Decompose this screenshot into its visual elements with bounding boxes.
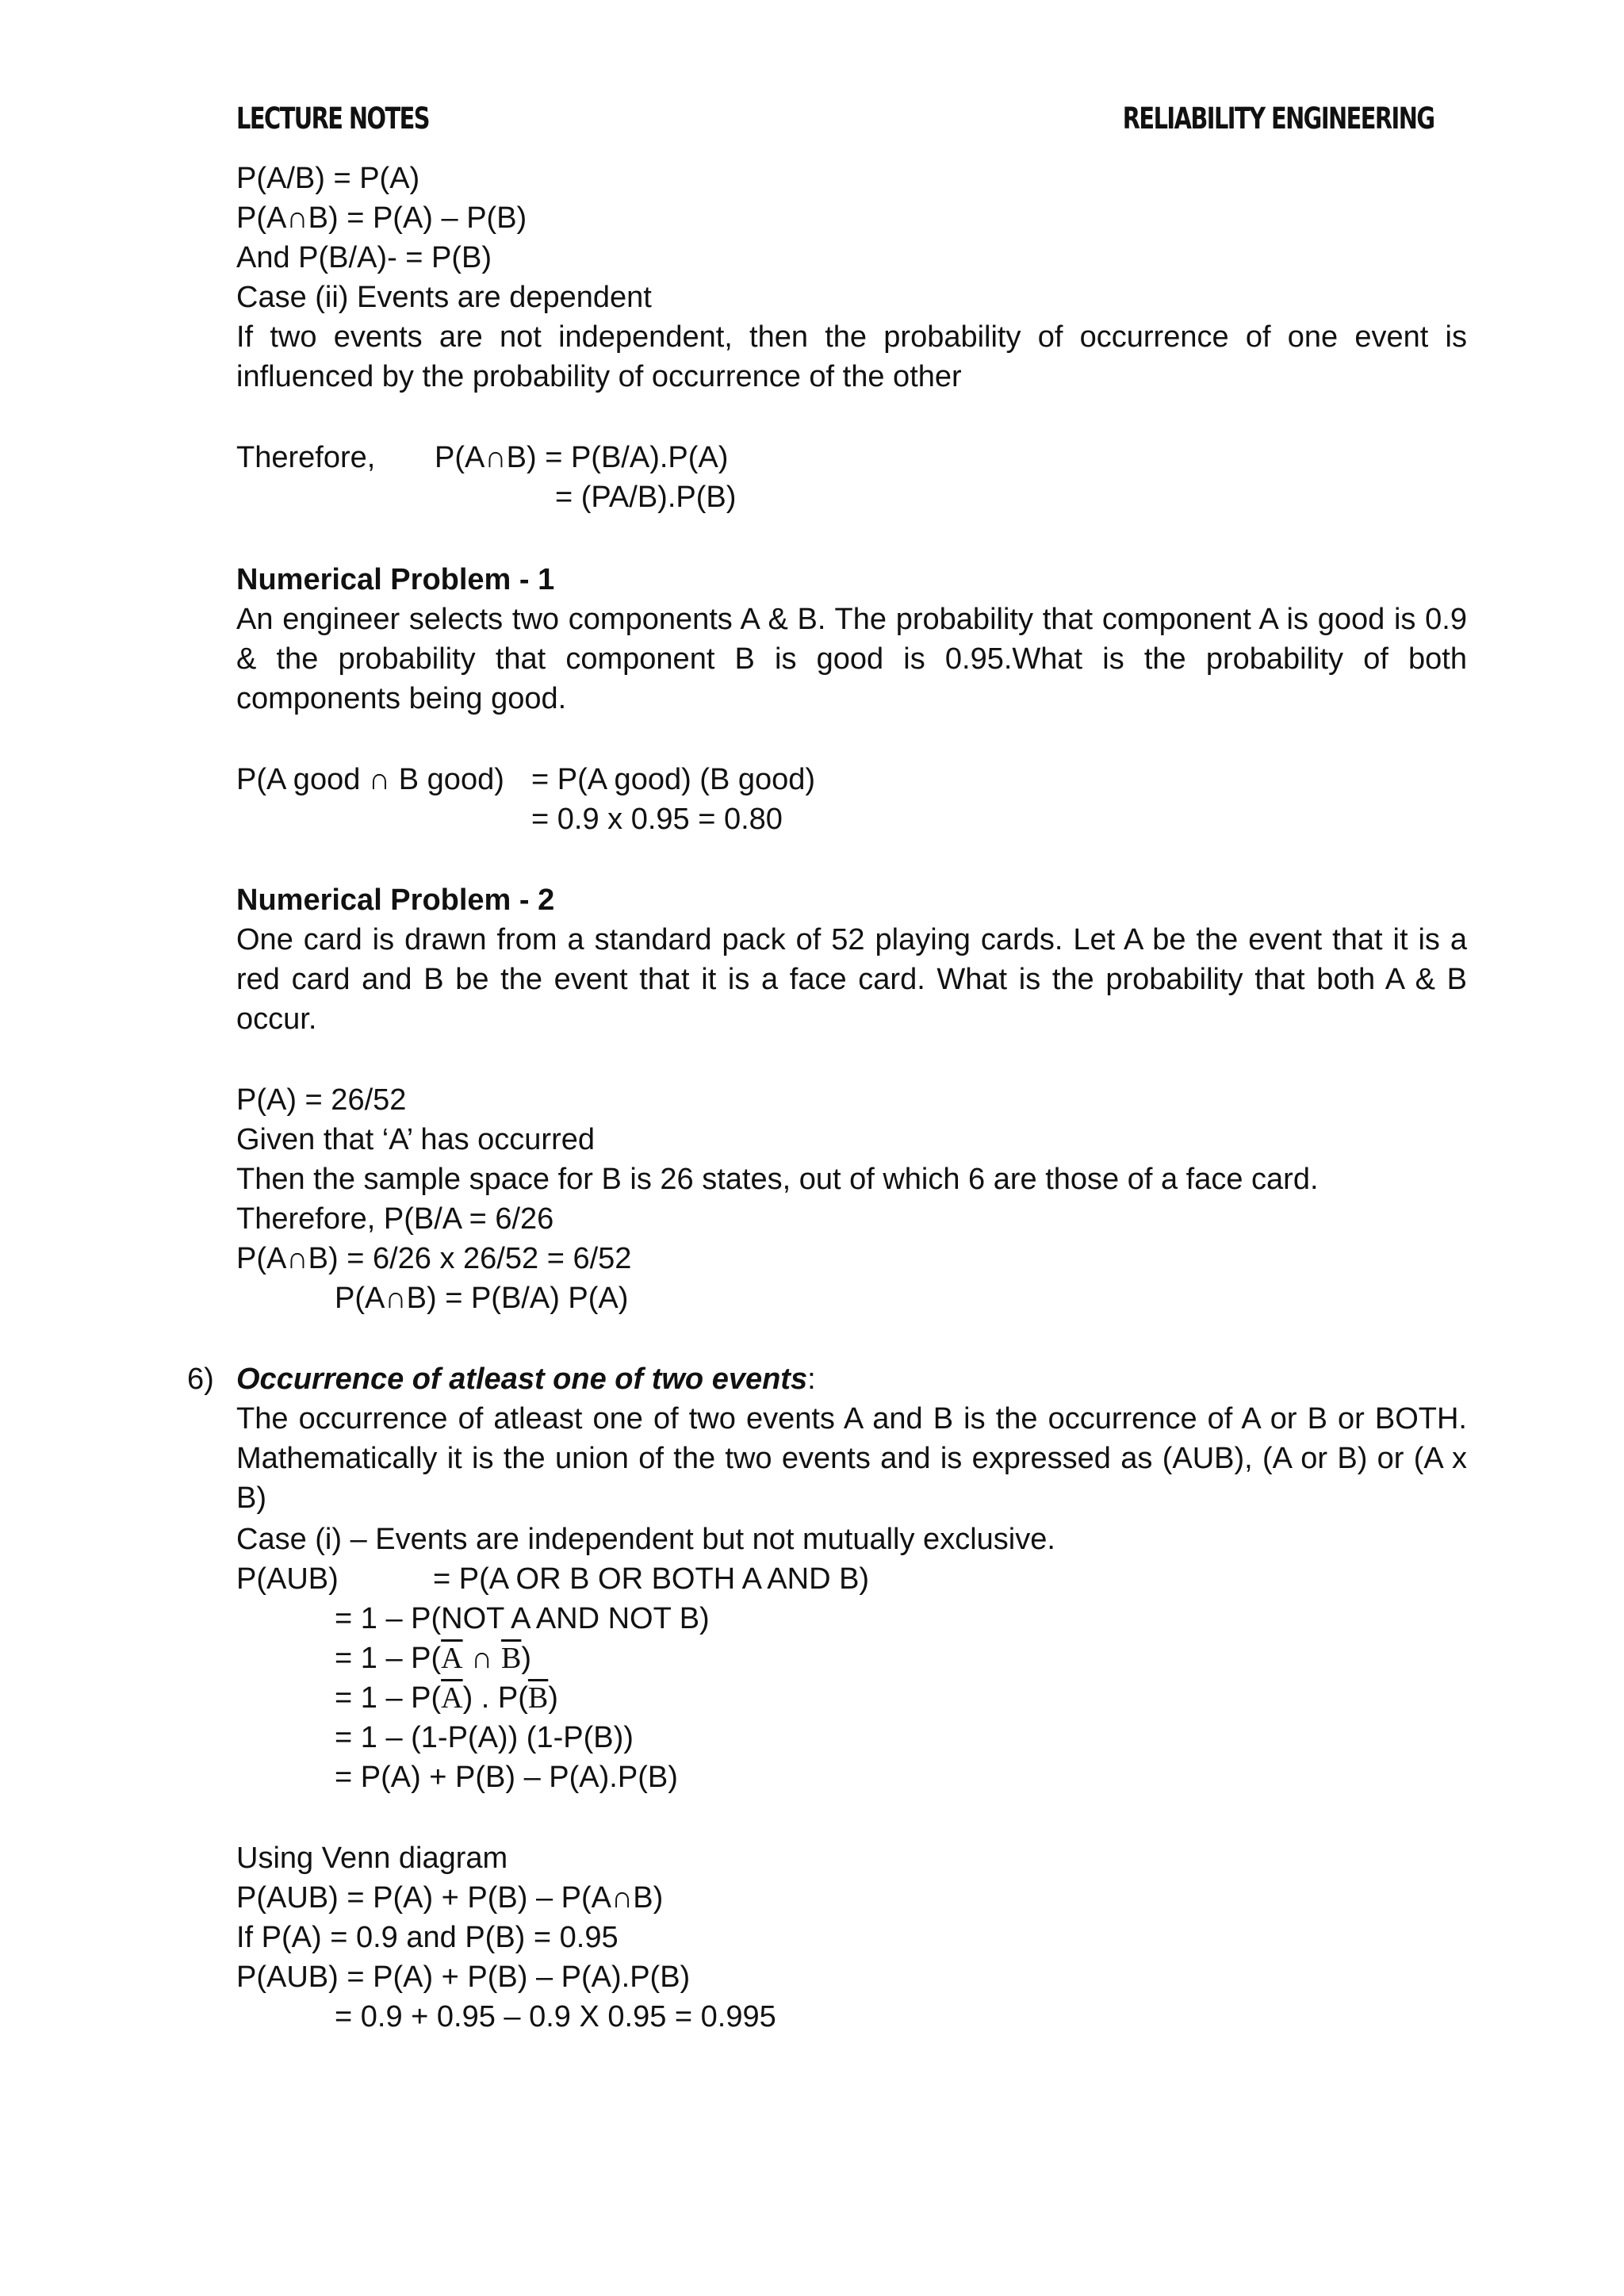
- a-bar: $\overline{A}$: [441, 1681, 463, 1715]
- text-line: P(AUB) = P(A) + P(B) – P(A∩B): [236, 1881, 664, 1915]
- problem-title: Numerical Problem - 2: [236, 884, 555, 917]
- paragraph: If two events are not independent, then the probability of occurrence of one event is influenced by the probability of occurrence of the other: [236, 320, 1467, 393]
- text-line: P(A∩B) = 6/26 x 26/52 = 6/52: [236, 1242, 632, 1275]
- equation: = P(A good) (B good): [531, 763, 816, 796]
- paragraph: The occurrence of atleast one of two events A and B is the occurrence of A or B or BOTH. Mathematically it is the union of the two events and is expressed as (AUB), (A or B) or (A x B): [236, 1402, 1467, 1515]
- text-line: P(AUB) = P(A) + P(B) – P(A).P(B): [236, 1961, 691, 1994]
- equation: = (PA/B).P(B): [555, 481, 737, 514]
- paragraph: One card is drawn from a standard pack of 52 playing cards. Let A be the event that it is a red card and B be the event that it is a face card. What is the probability that both A & B occur.: [236, 923, 1467, 1036]
- equation: = 0.9 x 0.95 = 0.80: [531, 803, 783, 836]
- equation: = P(A OR B OR BOTH A AND B): [433, 1562, 870, 1596]
- equation-lhs: P(AUB): [236, 1562, 339, 1596]
- text-line: Using Venn diagram: [236, 1842, 508, 1875]
- equation-result: = 0.9 + 0.95 – 0.9 X 0.95 = 0.995: [335, 2000, 776, 2033]
- text-line: Case (i) – Events are independent but not mutually exclusive.: [236, 1523, 1055, 1556]
- text-line: P(A∩B) = P(A) – P(B): [236, 201, 527, 235]
- text-line: Case (ii) Events are dependent: [236, 281, 652, 314]
- a-bar: $\overline{A}$: [441, 1642, 463, 1675]
- b-bar: $\overline{B}$: [501, 1642, 522, 1675]
- problem-title: Numerical Problem - 1: [236, 563, 555, 596]
- equation-step: = 1 – P(NOT A AND NOT B): [335, 1602, 710, 1635]
- equation-lhs: P(A good ∩ B good): [236, 763, 504, 796]
- section-number: 6): [187, 1363, 214, 1396]
- text-line: P(A) = 26/52: [236, 1083, 407, 1117]
- section-heading: [236, 1359, 816, 1399]
- text-line: Then the sample space for B is 26 states, out of which 6 are those of a face card.: [236, 1163, 1319, 1196]
- equation-step: = $1 - P(\overline{A}$ ∩ $\overline{B}$): [335, 1642, 532, 1675]
- b-bar: $\overline{B}$: [527, 1681, 549, 1715]
- equation: P(A∩B) = P(B/A).P(A): [435, 441, 729, 474]
- paragraph: An engineer selects two components A & B. The probability that component A is good is 0.9 & the probability that component B is good is 0.95.What is the probability of both components being good.: [236, 603, 1467, 715]
- equation-step: = 1 – (1-P(A)) (1-P(B)): [335, 1721, 634, 1754]
- text-line: Given that ‘A’ has occurred: [236, 1123, 595, 1156]
- header-right: RELIABILITY ENGINEERING: [1122, 102, 1434, 136]
- header-left: LECTURE NOTES: [236, 102, 429, 136]
- text-line: P(A/B) = P(A): [236, 162, 420, 195]
- section-colon: :: [807, 1363, 816, 1396]
- text-line: Therefore, P(B/A = 6/26: [236, 1202, 554, 1236]
- therefore-label: Therefore,: [236, 441, 376, 474]
- text-line: And P(B/A)- = P(B): [236, 241, 492, 274]
- section-title: Occurrence of atleast one of two events: [236, 1363, 808, 1396]
- equation: P(A∩B) = P(B/A) P(A): [335, 1282, 629, 1315]
- text-line: If P(A) = 0.9 and P(B) = 0.95: [236, 1921, 619, 1954]
- equation-step: = $1 - P(\overline{A})$ . $P(\overline{B})$: [335, 1681, 558, 1715]
- equation-step: = P(A) + P(B) – P(A).P(B): [335, 1761, 678, 1794]
